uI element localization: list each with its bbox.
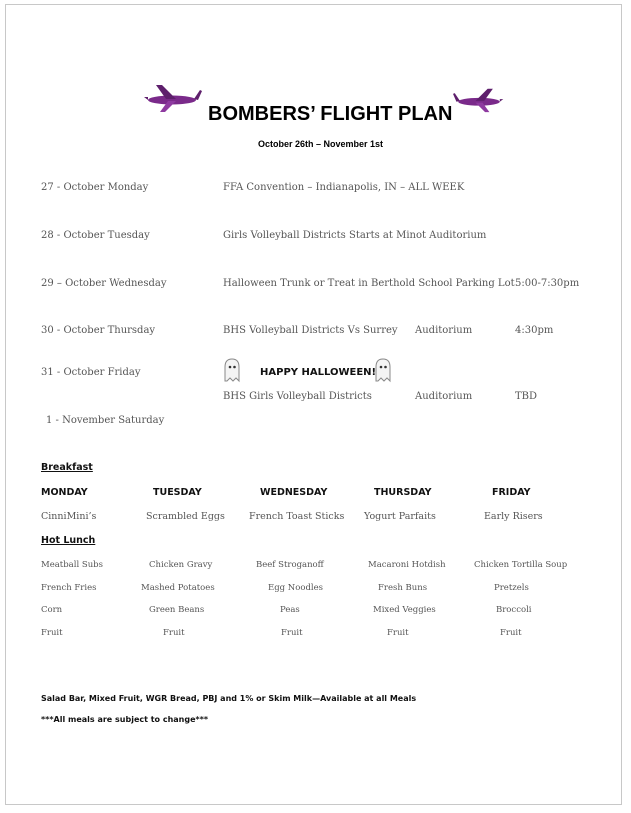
schedule-time: 4:30pm [515,325,554,336]
subject-to-change-note: ***All meals are subject to change*** [41,715,209,724]
airplane-left-icon [142,81,202,115]
schedule-day: 1 - November Saturday [46,415,165,426]
lunch-item: Fruit [163,628,185,638]
schedule-location: Auditorium [415,391,473,402]
lunch-item: Corn [41,605,63,615]
schedule-day: 27 - October Monday [41,182,149,193]
lunch-item: Mashed Potatoes [141,583,215,593]
breakfast-item: CinniMini’s [41,511,97,522]
lunch-item: Chicken Gravy [149,560,213,570]
lunch-item: Fresh Buns [378,583,428,593]
menu-day-header: THURSDAY [374,487,432,498]
lunch-item: Fruit [281,628,303,638]
lunch-item: Macaroni Hotdish [368,560,446,570]
breakfast-item: Yogurt Parfaits [364,511,436,522]
breakfast-item: French Toast Sticks [249,511,345,522]
airplane-right-icon [453,85,505,115]
lunch-item: Fruit [387,628,409,638]
page-title: BOMBERS’ FLIGHT PLAN [208,103,453,125]
lunch-item: Mixed Veggies [373,605,436,615]
schedule-event: BHS Girls Volleyball Districts [223,391,372,402]
schedule-day: 29 – October Wednesday [41,278,167,289]
ghost-right-icon [373,357,393,383]
schedule-day: 31 - October Friday [41,367,141,378]
menu-day-header: FRIDAY [492,487,531,498]
hot-lunch-heading: Hot Lunch [41,535,96,546]
lunch-item: Pretzels [494,583,529,593]
schedule-time: TBD [515,391,538,402]
salad-bar-note: Salad Bar, Mixed Fruit, WGR Bread, PBJ and 1% or Skim Milk—Available at all Meals [41,694,417,703]
breakfast-heading: Breakfast [41,462,93,473]
happy-halloween-banner: HAPPY HALLOWEEN! [260,367,377,378]
lunch-item: French Fries [41,583,97,593]
menu-day-header: MONDAY [41,487,88,498]
lunch-item: Egg Noodles [268,583,324,593]
breakfast-item: Scrambled Eggs [146,511,225,522]
lunch-item: Fruit [41,628,63,638]
ghost-left-icon [222,357,242,383]
schedule-event: Girls Volleyball Districts Starts at Minot Auditorium [223,230,487,241]
lunch-item: Green Beans [149,605,205,615]
menu-day-header: WEDNESDAY [260,487,328,498]
lunch-item: Meatball Subs [41,560,103,570]
lunch-item: Broccoli [496,605,532,615]
schedule-time: 5:00-7:30pm [515,278,580,289]
schedule-day: 28 - October Tuesday [41,230,150,241]
schedule-event: Halloween Trunk or Treat in Berthold School Parking Lot [223,278,515,289]
lunch-item: Fruit [500,628,522,638]
lunch-item: Beef Stroganoff [256,560,324,570]
lunch-item: Peas [280,605,300,615]
date-range: October 26th – November 1st [258,139,384,149]
schedule-event: BHS Volleyball Districts Vs Surrey [223,325,398,336]
breakfast-item: Early Risers [484,511,543,522]
document-page [5,4,622,805]
schedule-event: FFA Convention – Indianapolis, IN – ALL WEEK [223,182,465,193]
lunch-item: Chicken Tortilla Soup [474,560,568,570]
schedule-day: 30 - October Thursday [41,325,156,336]
menu-day-header: TUESDAY [153,487,202,498]
schedule-location: Auditorium [415,325,473,336]
